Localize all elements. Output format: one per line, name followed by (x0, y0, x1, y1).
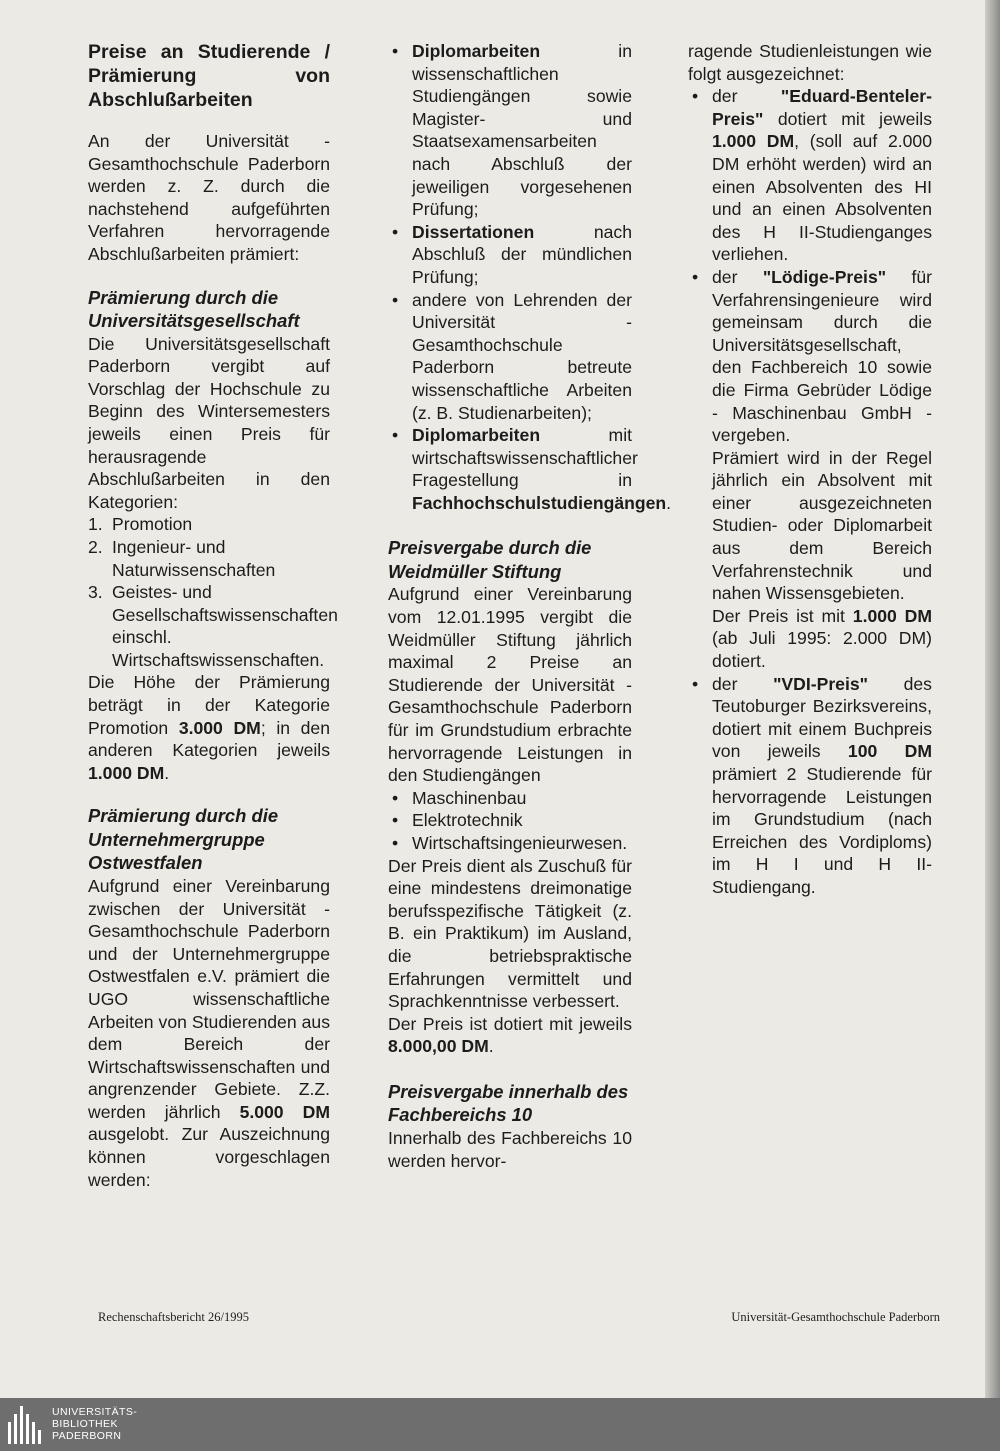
list-item: • der "Eduard-Benteler-Preis" dotiert mit jeweils 1.000 DM, (soll auf 2.000 DM erhöht werden) wird an einen Absolventen des HI und an einen Absolventen des H II-Studienganges verliehen. (688, 85, 932, 266)
column-middle (388, 40, 672, 1172)
column-left (88, 40, 338, 1191)
continuation-paragraph: ragende Studienleistungen wie folgt ausgezeichnet: (688, 41, 932, 84)
list-item: 3. Geistes- und Gesellschaftswissenschaften einschl. Wirtschaftswissenschaften. (88, 582, 338, 670)
list-item: • Elektrotechnik (388, 809, 632, 832)
list-item: • Diplomarbeiten mit wirtschaftswissenschaftlicher Fragestellung in Fachhochschulstudiengängen. (388, 424, 632, 514)
list-item: • der "Lödige-Preis" für Verfahrensingenieure wird gemeinsam durch die Universitätsgesellschaft, den Fachbereich 10 sowie die Firma Gebrüder Lödige - Maschinenbau GmbH - vergeben. Prämiert wird in der Regel jährlich ein Absolvent mit einer ausgezeichneten Studien- oder Diplomarbeit aus dem Bereich Verfahrenstechnik und nahen Wissensgebieten. Der Preis ist mit 1.000 DM (ab Juli 1995: 2.000 DM) dotiert. (688, 266, 932, 673)
page-edge (985, 0, 1000, 1398)
amount-paragraph: Die Höhe der Prämierung beträgt in der Kategorie Promotion 3.000 DM; in den anderen Kategorien jeweils 1.000 DM. (88, 672, 331, 783)
list-item: 2. Ingenieur- und Naturwissenschaften (88, 536, 276, 580)
list-item: • Wirtschaftsingenieurwesen. (388, 832, 632, 855)
category-list (88, 513, 338, 671)
list-item: • Dissertationen nach Abschluß der mündlichen Prüfung; (388, 221, 632, 289)
column-right (688, 40, 932, 899)
footer-left: Rechenschaftsbericht 26/1995 (98, 1310, 249, 1324)
list-item: 1. Promotion (88, 514, 193, 535)
intro-paragraph: An der Universität - Gesamthochschule Paderborn werden z. Z. durch die nachstehend aufgeführten Verfahren hervorragende Abschlußarbeiten prämiert: (88, 131, 330, 264)
heading-fachbereich: Preisvergabe innerhalb des Fachbereichs 10 (388, 1080, 629, 1126)
ugo-paragraph: Aufgrund einer Vereinbarung zwischen der Universität - Gesamthochschule Paderborn und der Unternehmergruppe Ostwestfalen e.V. prämiert die UGO wissenschaftliche Arbeiten von Studierenden aus dem Bereich der Wirtschaftswissenschaften und angrenzender Gebiete. Z.Z. werden jährlich 5.000 DM ausgelobt. Zur Auszeichnung können vorgeschlagen werden: (88, 875, 331, 1190)
library-logo-icon (6, 1404, 48, 1444)
heading-unternehmergruppe: Prämierung durch die Unternehmergruppe Ostwestfalen (88, 805, 279, 874)
list-item: • Diplomarbeiten in wissenschaftlichen Studiengängen sowie Magister- und Staatsexamensarbeiten nach Abschluß der jeweiligen vorgesehenen Prüfung; (388, 40, 632, 221)
heading-universitaetsgesellschaft: Prämierung durch die Universitätsgesellschaft (88, 286, 300, 332)
uni-paragraph: Die Universitätsgesellschaft Paderborn vergibt auf Vorschlag der Hochschule zu Beginn des Wintersemesters jeweils einen Preis für herausragende Abschlußarbeiten in den Kategorien: (88, 333, 330, 512)
fachbereich-paragraph: Innerhalb des Fachbereichs 10 werden hervor- (388, 1127, 632, 1171)
library-logo-block (6, 1404, 137, 1444)
prize-list (688, 85, 932, 898)
eligible-list (388, 40, 672, 514)
list-item: • der "VDI-Preis" des Teutoburger Bezirksvereins, dotiert mit einem Buchpreis von jeweils 100 DM prämiert 2 Studierende für hervorragende Leistungen im Grundstudium (nach Erreichen des Vordiploms) im H I und H II-Studiengang. (688, 673, 932, 899)
heading-weidmueller: Preisvergabe durch die Weidmüller Stiftung (388, 537, 592, 582)
program-list (388, 787, 632, 855)
list-item: • Maschinenbau (388, 787, 632, 810)
list-item: • andere von Lehrenden der Universität - Gesamthochschule Paderborn betreute wissenschaftliche Arbeiten (z. B. Studienarbeiten); (388, 289, 632, 425)
weidmueller-paragraph-2: Der Preis dient als Zuschuß für eine mindestens dreimonatige berufsspezifische Tätigkeit (z. B. ein Praktikum) im Ausland, die betriebspraktische Erfahrungen vermittelt und Sprachkenntnisse verbessert. (388, 855, 632, 1012)
weidmueller-amount: Der Preis ist dotiert mit jeweils 8.000,00 DM. (388, 1013, 632, 1057)
footer-right: Universität-Gesamthochschule Paderborn (731, 1310, 940, 1324)
section-title: Preise an Studierende / Prämierung von Abschlußarbeiten (88, 41, 330, 111)
weidmueller-paragraph: Aufgrund einer Vereinbarung vom 12.01.1995 vergibt die Weidmüller Stiftung jährlich maximal 2 Preise an Studierende der Universität - Gesamthochschule Paderborn für im Grundstudium erbrachte hervorragende Leistungen in den Studiengängen (388, 584, 632, 786)
library-name: UNIVERSITÄTS- BIBLIOTHEK PADERBORN (52, 1406, 138, 1442)
